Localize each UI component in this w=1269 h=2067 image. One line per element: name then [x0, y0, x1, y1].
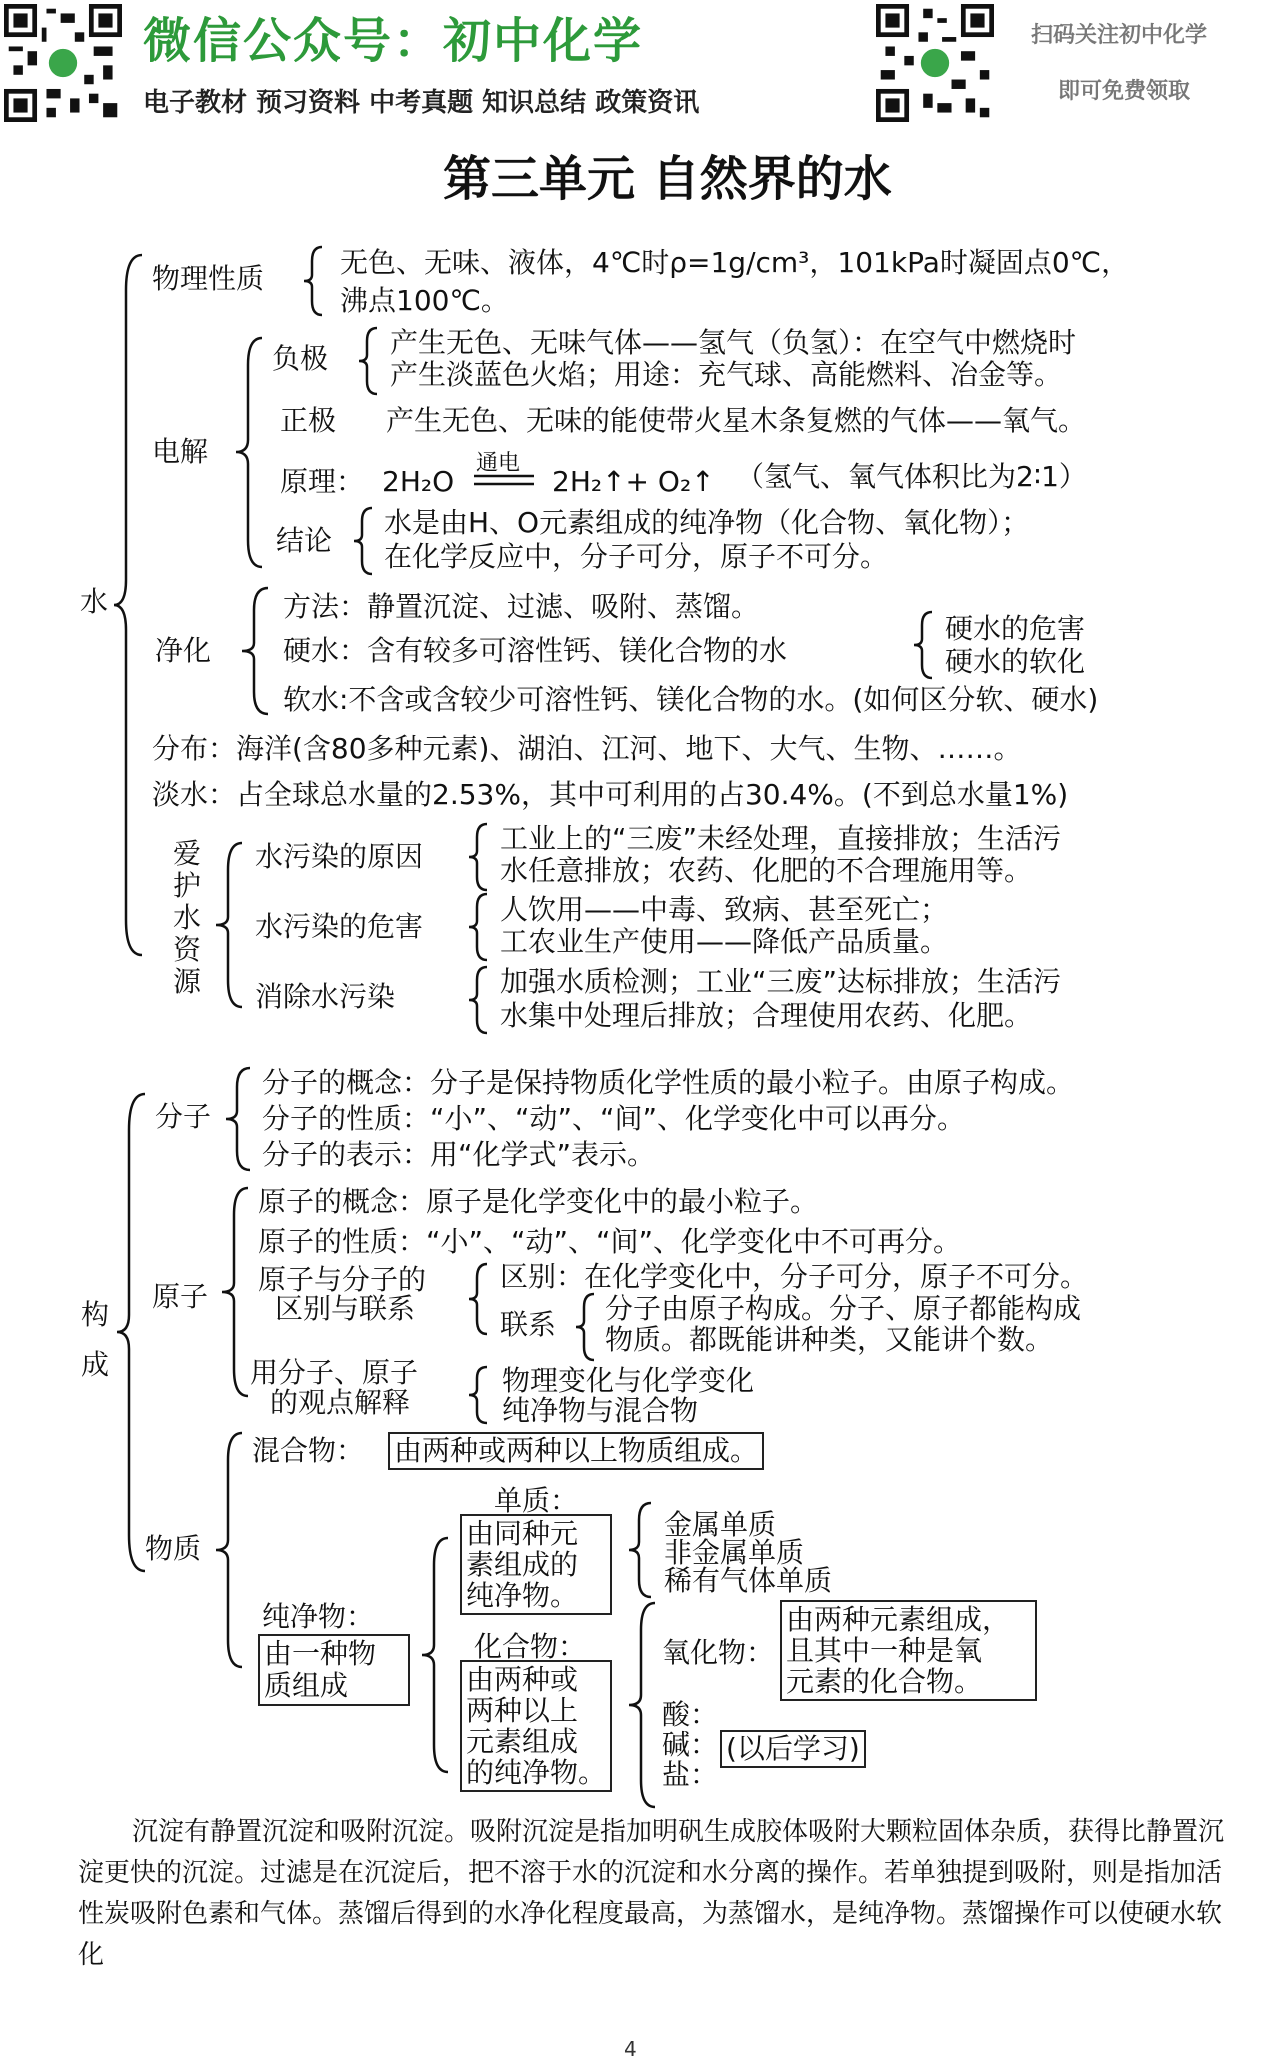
pollution-harm-line2: 工农业生产使用——降低产品质量。 [500, 925, 949, 958]
compound-def-line2: 两种以上 [466, 1694, 579, 1727]
negative-label: 负极 [272, 342, 329, 375]
eliminate-pollution-line2: 水集中处理后排放；合理使用农药、化肥。 [500, 999, 1033, 1032]
note-line1: 沉淀有静置沉淀和吸附沉淀。吸附沉淀是指加明矾生成胶体吸附大颗粒固体杂质，获得比静置沉 [132, 1817, 1225, 1847]
hard-water-definition: 硬水：含有较多可溶性钙、镁化合物的水 [283, 634, 788, 667]
view-label-line2: 的观点解释 [270, 1386, 411, 1419]
hard-water-brace [910, 610, 940, 680]
water-root: 水 [80, 585, 109, 618]
relation-label-line2: 区别与联系 [275, 1292, 416, 1325]
matter-brace [212, 1430, 252, 1670]
water-brace [112, 250, 152, 960]
pollution-cause-line1: 工业上的“三废”未经处理，直接排放；生活污 [500, 822, 1062, 855]
noble-gas-element: 稀有气体单质 [664, 1564, 833, 1597]
structure-brace [115, 1090, 155, 1575]
purification-method: 方法：静置沉淀、过滤、吸附、蒸馏。 [283, 590, 760, 623]
eliminate-pollution-line1: 加强水质检测；工业“三废”达标排放；生活污 [500, 965, 1062, 998]
oxide-def-line2: 且其中一种是氧 [786, 1634, 983, 1667]
view-line2: 纯净物与混合物 [502, 1394, 699, 1427]
fresh-water: 淡水：占全球总水量的2.53%，其中可利用的占30.4%。(不到总水量1%) [152, 778, 1069, 811]
compound-def-line3: 元素组成 [466, 1725, 579, 1758]
equation-condition: 通电 [476, 451, 521, 476]
molecule-label: 分子 [155, 1100, 212, 1133]
pollution-harm-label: 水污染的危害 [255, 910, 424, 943]
view-brace [465, 1365, 495, 1425]
pollution-cause-label: 水污染的原因 [255, 840, 424, 873]
protect-water-label: 爱护水资源 [172, 837, 201, 998]
equation-right: 2H₂↑+ O₂↑ [552, 465, 715, 498]
note-line4: 化 [78, 1940, 105, 1970]
conclusion-label: 结论 [276, 524, 333, 557]
pollution-harm-brace [465, 892, 495, 962]
equation-equals-sign [472, 473, 536, 487]
compound-label: 化合物： [474, 1630, 587, 1663]
acid-label: 酸： [662, 1698, 719, 1731]
electrolysis-label: 电解 [152, 435, 209, 468]
pure-substance-brace [418, 1535, 458, 1775]
oxide-definition-box [780, 1600, 1037, 1701]
relation-link-line1: 分子由原子构成。分子、原子都能构成 [605, 1292, 1082, 1325]
view-label-line1: 用分子、原子 [250, 1356, 419, 1389]
relation-link-label: 联系 [500, 1308, 557, 1341]
compound-def-line4: 的纯净物。 [466, 1756, 607, 1789]
physical-label: 物理性质 [152, 262, 265, 295]
document-title: 第三单元 自然界的水 [443, 151, 892, 207]
mixture-definition: 由两种或两种以上物质组成。 [388, 1432, 764, 1470]
physical-line1: 无色、无味、液体，4℃时ρ=1g/cm³，101kPa时凝固点0℃， [340, 246, 1130, 279]
pure-substance-def-line1: 由一种物 [264, 1637, 377, 1670]
header-title: 微信公众号：初中化学 [143, 13, 644, 69]
relation-difference: 区别：在化学变化中，分子可分，原子不可分。 [500, 1260, 1089, 1293]
element-def-line3: 纯净物。 [466, 1579, 579, 1612]
scan-tip-line1: 扫码关注初中化学 [1031, 23, 1208, 48]
positive-text: 产生无色、无味的能使带火星木条复燃的气体——氧气。 [386, 404, 1087, 437]
oxide-def-line3: 元素的化合物。 [786, 1665, 983, 1698]
qr-code-left [4, 4, 122, 122]
negative-line2: 产生淡蓝色火焰；用途：充气球、高能燃料、冶金等。 [390, 358, 1063, 391]
purification-brace [238, 585, 278, 717]
electrolysis-brace [232, 335, 272, 570]
atom-concept: 原子的概念：原子是化学变化中的最小粒子。 [258, 1185, 819, 1218]
element-substance-label: 单质： [494, 1484, 579, 1517]
pure-substance-label: 纯净物： [262, 1600, 375, 1633]
compound-def-line1: 由两种或 [466, 1663, 579, 1696]
note-line3: 性炭吸附色素和气体。蒸馏后得到的水净化程度最高，为蒸馏水，是纯净物。蒸馏操作可以使硬水软 [78, 1899, 1223, 1929]
soft-water-definition: 软水:不含或含较少可溶性钙、镁化合物的水。(如何区分软、硬水) [283, 683, 1099, 716]
conclusion-brace [350, 506, 380, 576]
page-number: 4 [624, 2037, 637, 2061]
molecule-notation: 分子的表示：用“化学式”表示。 [262, 1138, 656, 1171]
relation-link-line2: 物质。都既能讲种类，又能讲个数。 [605, 1323, 1054, 1356]
conclusion-line2: 在化学反应中，分子可分，原子不可分。 [384, 540, 889, 573]
conclusion-line1: 水是由H、O元素组成的纯净物（化合物、氧化物）； [384, 506, 1030, 539]
equation-left: 2H₂O [382, 465, 455, 498]
salt-label: 盐： [662, 1758, 719, 1791]
matter-label: 物质 [145, 1532, 202, 1565]
protect-water-brace [212, 840, 252, 1010]
element-def-line1: 由同种元 [466, 1517, 579, 1550]
negative-line1: 产生无色、无味气体——氢气（负氢）：在空气中燃烧时 [390, 326, 1077, 359]
structure-root: 构成 [80, 1298, 109, 1381]
element-substance-definition-box [460, 1514, 612, 1615]
element-types-brace [625, 1500, 659, 1600]
oxide-label: 氧化物： [662, 1636, 775, 1669]
negative-brace [355, 326, 385, 396]
scan-tip-line2: 即可免费领取 [1058, 79, 1191, 104]
pure-substance-definition-box [258, 1634, 410, 1706]
base-label: 碱： [662, 1728, 719, 1761]
molecule-brace [222, 1065, 258, 1173]
molecule-concept: 分子的概念：分子是保持物质化学性质的最小粒子。由原子构成。 [262, 1066, 1075, 1099]
metal-element: 金属单质 [664, 1508, 777, 1541]
compound-definition-box [460, 1660, 612, 1792]
hard-water-soften: 硬水的软化 [945, 645, 1086, 678]
physical-brace [300, 245, 330, 317]
eliminate-pollution-brace [465, 965, 495, 1035]
element-def-line2: 素组成的 [466, 1548, 579, 1581]
molecule-property: 分子的性质：“小”、“动”、“间”、化学变化中可以再分。 [262, 1102, 966, 1135]
relation-link-brace [572, 1292, 602, 1362]
eliminate-pollution-label: 消除水污染 [255, 980, 396, 1013]
note-line2: 淀更快的沉淀。过滤是在沉淀后，把不溶于水的沉淀和水分离的操作。若单独提到吸附，则是指加活 [78, 1858, 1223, 1888]
relation-label-line1: 原子与分子的 [258, 1263, 427, 1296]
pollution-cause-line2: 水任意排放；农药、化肥的不合理施用等。 [500, 854, 1033, 887]
positive-label: 正极 [280, 404, 337, 437]
mixture-label: 混合物： [252, 1434, 365, 1467]
pollution-harm-line1: 人饮用——中毒、致病、甚至死亡； [500, 893, 949, 926]
nonmetal-element: 非金属单质 [664, 1536, 805, 1569]
hard-water-harm: 硬水的危害 [945, 612, 1086, 645]
equation-note: （氢气、氧气体积比为2∶1） [736, 460, 1087, 493]
physical-line2: 沸点100℃。 [340, 284, 509, 317]
acid-base-salt-later: (以后学习) [720, 1730, 866, 1768]
atom-property: 原子的性质：“小”、“动”、“间”、化学变化中不可再分。 [258, 1225, 962, 1258]
oxide-def-line1: 由两种元素组成， [786, 1603, 1011, 1636]
atom-label: 原子 [152, 1280, 209, 1313]
qr-code-right [876, 4, 994, 122]
compound-types-brace [625, 1600, 665, 1810]
pollution-cause-brace [465, 822, 495, 892]
principle-label: 原理： [280, 465, 365, 498]
water-distribution: 分布：海洋(含80多种元素)、湖泊、江河、地下、大气、生物、……。 [152, 732, 1022, 765]
header-subtitle: 电子教材 预习资料 中考真题 知识总结 政策资讯 [143, 88, 700, 118]
pure-substance-def-line2: 质组成 [264, 1669, 349, 1702]
relation-brace [465, 1262, 495, 1337]
purification-label: 净化 [155, 634, 212, 667]
view-line1: 物理变化与化学变化 [502, 1364, 755, 1397]
